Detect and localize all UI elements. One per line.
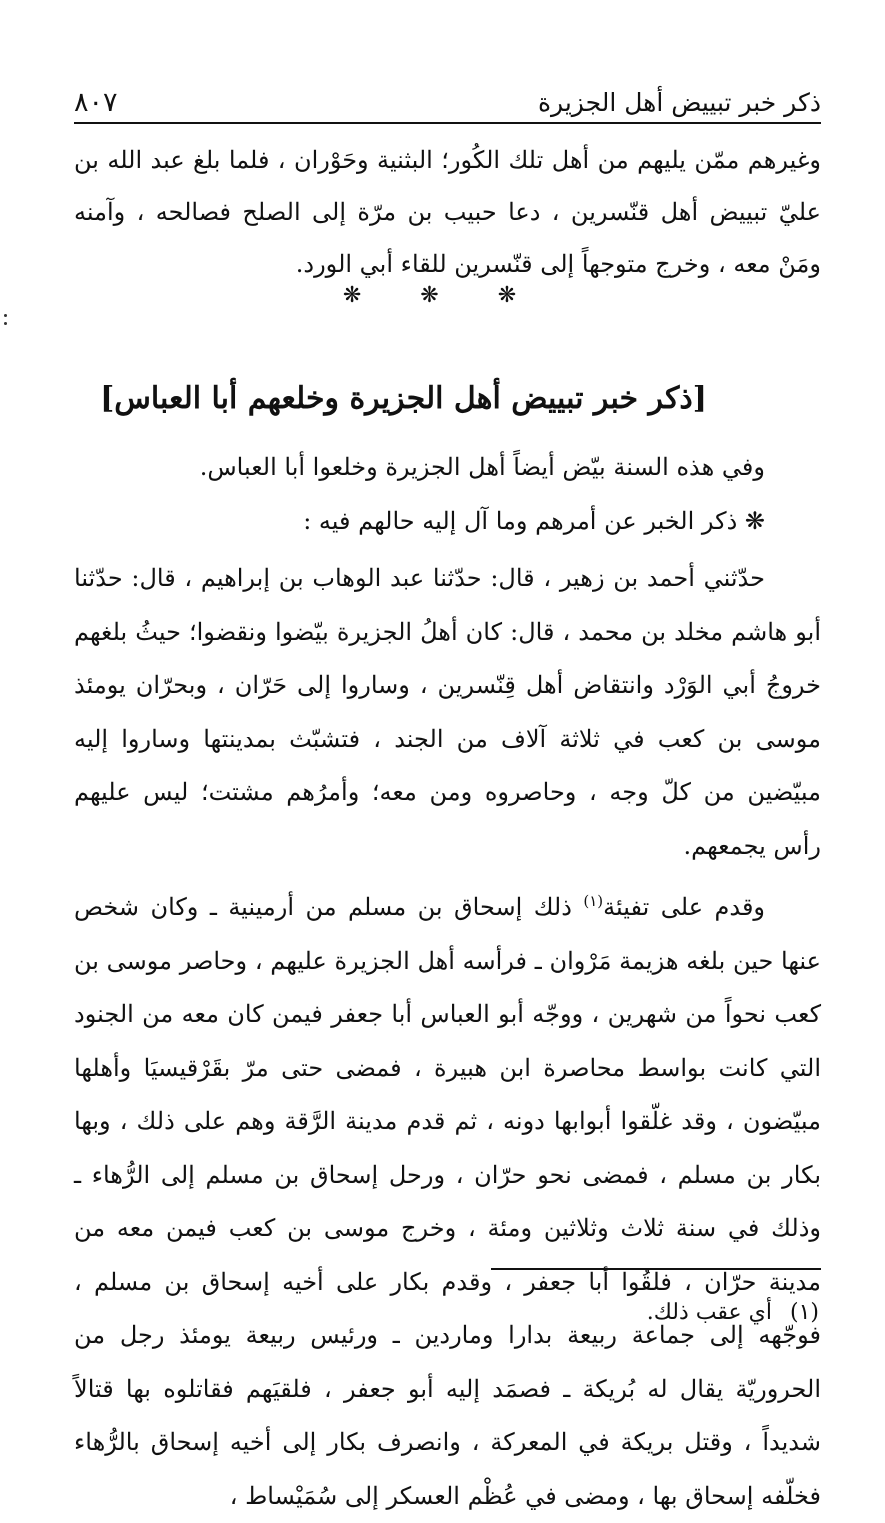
top-paragraph: وغيرهم ممّن يليهم من أهل تلك الكُور؛ البثنية وحَوْران ، فلما بلغ عبد الله بن عليّ تبييض أهل قنّسرين ، دعا حبيب بن مرّة إلى الصلح فصالحه ، وآمنه ومَنْ معه ، وخرج متوجهاً إلى قنّسرين للقاء أبي الورد. — [74, 146, 821, 278]
section-subheading: ❋ ذكر الخبر عن أمرهم وما آل إليه حالهم فيه : — [303, 507, 765, 535]
section-intro-block — [74, 440, 821, 548]
section-separator: ❋ ❋ ❋ — [342, 283, 543, 308]
header-rule — [74, 122, 821, 124]
footnote-text: أي عقب ذلك. — [646, 1300, 772, 1325]
page-header — [74, 70, 821, 120]
footnote-rule — [491, 1268, 821, 1270]
footnote — [74, 1296, 819, 1330]
paragraph-2-body: ذلك إسحاق بن مسلم من أرمينية ـ وكان شخص عنها حين بلغه هزيمة مَرْوان ـ فرأسه أهل الجزيرة عليهم ، وحاصر موسى بن كعب نحواً من شهرين ، ووجّه أبو العباس أبا جعفر فيمن كان معه من الجنود التي كانت بواسط محاصرة ابن هبيرة ، فمضى حتى مرّ بقَرْقيسيَا وأهلها مبيّضون ، وقد غلّقوا أبوابها دونه ، ثم قدم مدينة الرَّقة وهم على ذلك ، وبها بكار بن مسلم ، فمضى نحو حرّان ، ورحل إسحاق بن مسلم إلى الرُّهاء ـ وذلك في سنة ثلاث وثلاثين ومئة ، وخرج موسى بن كعب فيمن معه من مدينة حرّان ، فلقُوا أبا جعفر ، وقدم بكار على أخيه إسحاق بن مسلم ، فوجّهه إلى جماعة ربيعة بدارا وماردين ـ ورئيس ربيعة يومئذ رجل من الحروريّة يقال له بُريكة ـ فصمَد إليه أبو جعفر ، فلقيَهم فقاتلوه بها قتالاً شديداً ، وقتل بريكة في المعركة ، وانصرف بكار إلى أخيه إسحاق بالرُّهاء فخلّفه إسحاق بها ، ومضى في عُظْم العسكر إلى سُمَيْساط ، — [74, 893, 822, 1510]
running-title: ذكر خبر تبييض أهل الجزيرة — [537, 88, 821, 117]
margin-mark — [4, 314, 7, 328]
paragraph-2 — [74, 881, 821, 1523]
main-text — [74, 552, 821, 1523]
paragraph-1: حدّثني أحمد بن زهير ، قال: حدّثنا عبد الوهاب بن إبراهيم ، قال: حدّثنا أبو هاشم مخلد بن محمد ، قال: كان أهلُ الجزيرة بيّضوا ونقضوا؛ حيثُ بلغهم خروجُ أبي الوَرْد وانتقاض أهل قِنّسرين ، وساروا إلى حَرّان ، وبحرّان يومئذ موسى بن كعب في ثلاثة آلاف من الجند ، فتشبّث بمدينتها وساروا إليه مبيّضين من كلّ وجه ، وحاصروه ومن معه؛ وأمرُهم مشتت؛ ليس عليهم رأس يجمعهم. — [74, 564, 821, 860]
footnote-reference[interactable]: (١) — [583, 892, 604, 910]
paragraph-2-opening: وقدم على تفيئة — [603, 893, 766, 921]
page-number: ٨٠٧ — [74, 87, 118, 118]
footnote-marker: (١) — [789, 1300, 819, 1325]
section-title: [ذكر خبر تبييض أهل الجزيرة وخلعهم أبا العباس] — [100, 381, 707, 416]
section-intro: وفي هذه السنة بيّض أيضاً أهل الجزيرة وخلعوا أبا العباس. — [199, 453, 765, 481]
